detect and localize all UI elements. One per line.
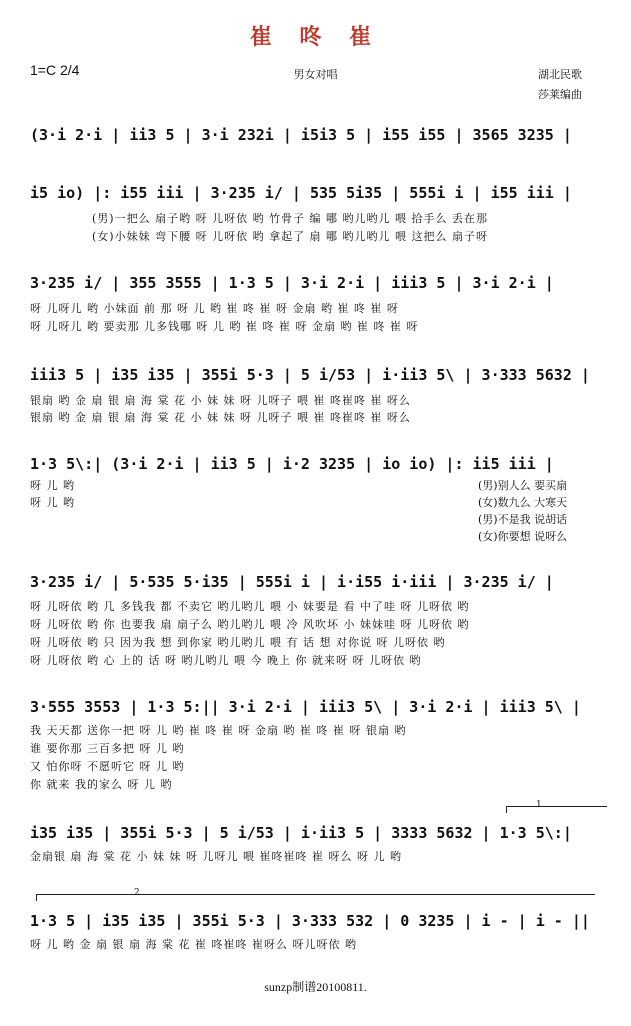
music-line: 3·235 i/ | 5·535 5·i35 | 555i i | i·i55 i·iii | 3·235 i/ | [30,573,554,591]
arranger-credit: 莎莱编曲 [538,88,582,101]
music-line: 3·235 i/ | 355 3555 | 1·3 5 | 3·i 2·i | iii3 5 | 3·i 2·i | [30,274,554,292]
lyric-line: (男)一把么 扇子哟 呀 儿呀依 哟 竹骨子 编 哪 哟儿哟儿 喂 拾手么 丢在那 [92,212,489,225]
lyric-line: 我 天天都 送你一把 呀 儿 哟 崔 咚 崔 呀 金扇 哟 崔 咚 崔 呀 银扇 哟 [30,724,407,737]
volta-number: 1 [536,800,542,810]
lyric-line: 呀 儿 哟 金 扇 银 扇 海 棠 花 崔 咚崔咚 崔呀么 呀儿呀依 哟 [30,938,357,951]
lyric-line: 金扇银 扇 海 棠 花 小 妹 妹 呀 儿呀儿 喂 崔咚崔咚 崔 呀么 呀 儿 哟 [30,850,402,863]
lyric-side-note: (女)数九么 大寒天 [478,496,568,509]
lyric-line: 呀 儿呀依 哟 几 多钱我 都 不卖它 哟儿哟儿 喂 小 妹要是 看 中了哇 呀 儿呀依 哟 [30,600,470,613]
performance-mode: 男女对唱 [293,68,338,81]
volta-number: 2 [134,888,140,898]
volta-bracket [36,894,595,901]
lyric-line: 呀 儿 哟 [30,479,75,492]
lyric-line: 呀 儿 哟 [30,496,75,509]
lyric-line: 银扇 哟 金 扇 银 扇 海 棠 花 小 妹 妹 呀 儿呀子 喂 崔 咚崔咚 崔 呀么 [30,411,411,424]
volta-bracket [506,806,607,813]
lyric-line: 谁 要你那 三百多把 呀 儿 哟 [30,742,185,755]
song-title: 崔 咚 崔 [249,24,382,50]
music-line: 3·555 3553 | 1·3 5:|| 3·i 2·i | iii3 5\ | 3·i 2·i | iii3 5\ | [30,698,581,716]
music-line: 1·3 5\:| (3·i 2·i | ii3 5 | i·2 3235 | io io) |: ii5 iii | [30,455,554,473]
lyric-line: (女)小妹妹 弯下腰 呀 儿呀依 哟 拿起了 扇 哪 哟儿哟儿 喂 这把么 扇子呀 [92,230,489,243]
key-signature: 1=C 2/4 [30,62,80,78]
lyric-line: 你 就来 我的家么 呀 儿 哟 [30,778,173,791]
music-line: iii3 5 | i35 i35 | 355i 5·3 | 5 i/53 | i·ii3 5\ | 3·333 5632 | [30,366,590,384]
lyric-line: 呀 儿呀依 哟 只 因为我 想 到你家 哟儿哟儿 喂 有 话 想 对你说 呀 儿呀依 哟 [30,636,446,649]
lyric-line: 呀 儿呀依 哟 你 也要我 扇 扇子么 哟儿哟儿 喂 冷 风吹坏 小 妹妹哇 呀 儿呀依 哟 [30,618,470,631]
music-line: 1·3 5 | i35 i35 | 355i 5·3 | 3·333 532 | 0 3235 | i - | i - || [30,912,590,930]
lyric-line: 呀 儿呀儿 哟 要卖那 儿多钱哪 呀 儿 哟 崔 咚 崔 呀 金扇 哟 崔 咚 崔 呀 [30,320,419,333]
lyric-line: 呀 儿呀依 哟 心 上的 话 呀 哟儿哟儿 喂 今 晚上 你 就来呀 呀 儿呀依 哟 [30,654,422,667]
music-line: i5 io) |: i55 iii | 3·235 i/ | 535 5i35 | 555i i | i55 iii | [30,184,572,202]
lyric-side-note: (男)别人么 要买扇 [478,479,568,492]
lyric-side-note: (男)不是我 说胡话 [478,513,568,526]
lyric-line: 又 怕你呀 不愿听它 呀 儿 哟 [30,760,185,773]
lyric-line: 呀 儿呀儿 哟 小妹面 前 那 呀 儿 哟 崔 咚 崔 呀 金扇 哟 崔 咚 崔 呀 [30,302,399,315]
lyric-line: 银扇 哟 金 扇 银 扇 海 棠 花 小 妹 妹 呀 儿呀子 喂 崔 咚崔咚 崔 呀么 [30,394,411,407]
footer-credit: sunzp制谱20100811. [264,980,367,994]
song-origin: 湖北民歌 [538,68,582,81]
music-line: i35 i35 | 355i 5·3 | 5 i/53 | i·ii3 5 | 3333 5632 | 1·3 5\:| [30,824,572,842]
music-line: (3·i 2·i | ii3 5 | 3·i 232i | i5i3 5 | i55 i55 | 3565 3235 | [30,126,572,144]
lyric-side-note: (女)你要想 说呀么 [478,530,568,543]
